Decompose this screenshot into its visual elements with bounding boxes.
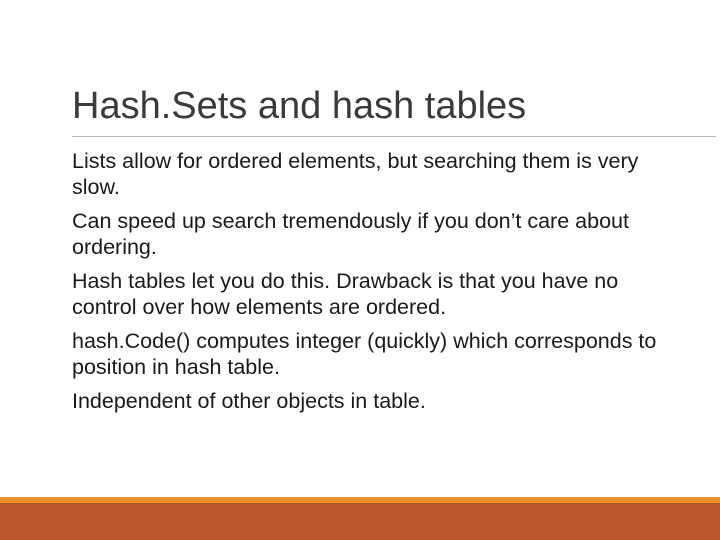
bullet-list (72, 148, 672, 422)
title-divider (72, 136, 716, 137)
bullet-item: Hash tables let you do this. Drawback is that you have no control over how elements are ordered. (72, 269, 619, 319)
bullet-item: hash.Code() computes integer (quickly) which corresponds to position in hash table. (72, 329, 657, 379)
bullet-item: Independent of other objects in table. (72, 389, 426, 413)
bullet-item: Lists allow for ordered elements, but searching them is very slow. (72, 149, 639, 199)
footer-bar (0, 503, 720, 540)
bullet-item: Can speed up search tremendously if you don’t care about ordering. (72, 209, 629, 259)
slide-title: Hash.Sets and hash tables (72, 85, 527, 127)
